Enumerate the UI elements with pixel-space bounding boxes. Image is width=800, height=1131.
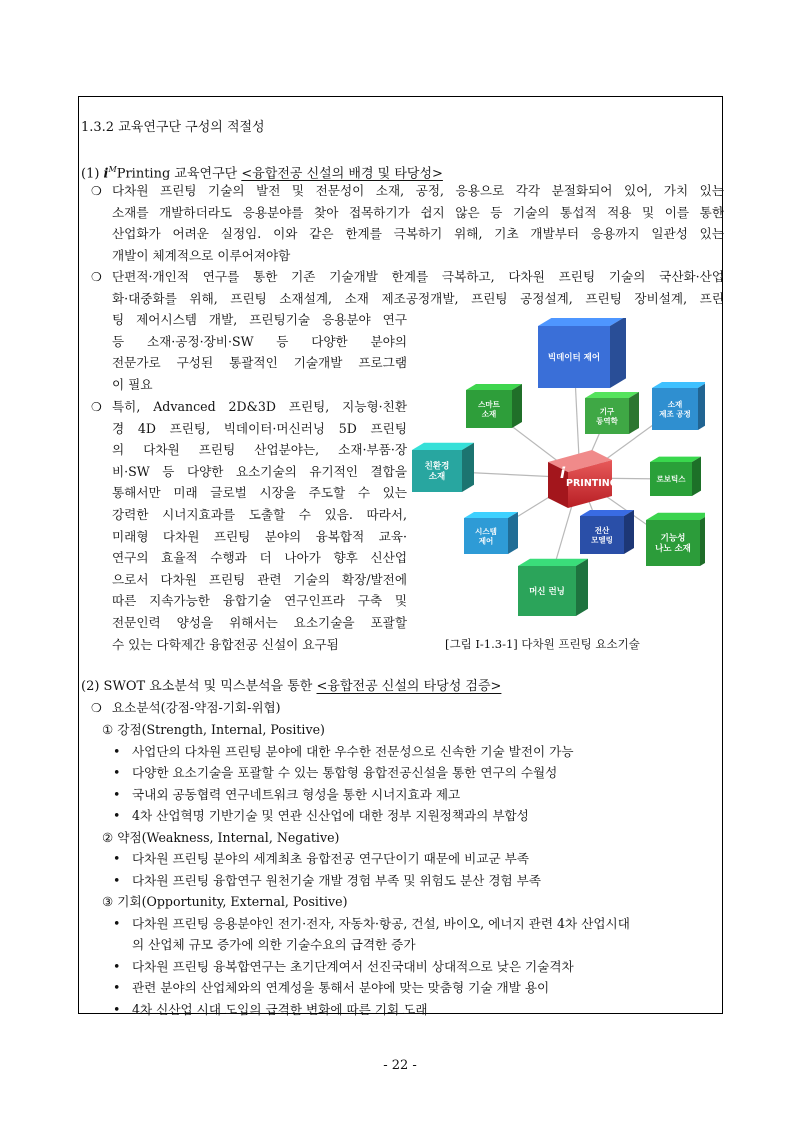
para3-line: 으로서 다차원 프린팅 관련 기술의 확장/발전에 (112, 571, 407, 587)
para3-line: 특히, Advanced 2D&3D 프린팅, 지능형·친환 (112, 399, 407, 414)
swot-group-heading (102, 827, 339, 849)
para3-line: 경 4D 프린팅, 빅데이터·머신러닝 5D 프린팅 (112, 420, 407, 436)
node-smart-cube (466, 384, 522, 428)
para2-line: 단편적·개인적 연구를 통한 기존 기술개발 한계를 극복하고, 다차원 프린팅 기술의 국산화·산업 (112, 269, 724, 284)
swot-item-bullet: • (113, 872, 121, 888)
para3-line: 연구의 효율적 수행과 더 나아가 향후 신산업 (112, 550, 407, 566)
swot-group-number: ① (102, 722, 114, 737)
node-label: 동역학 (596, 416, 618, 426)
para3-line: 수 있는 다학제간 융합전공 신설이 요구됨 (112, 636, 339, 652)
swot-item-text: 다차원 프린팅 응용분야인 전기·전자, 자동차·항공, 건설, 바이오, 에너지 관련 4차 산업시대 (132, 915, 630, 931)
para1-line: 소재를 개발하더라도 응용분야를 찾아 접목하기가 쉽지 않은 등 기술의 통섭적 적용 및 이를 통한 (112, 204, 724, 220)
para1-line: 산업화가 어려운 실정임. 이와 같은 한계를 극복하기 위해, 기초 개발부터 응용까지 일관성 있는 (112, 226, 724, 242)
swot-item-bullet: • (113, 808, 121, 823)
swot-group-title: 약점(Weakness, Internal, Negative) (117, 829, 340, 845)
swot-item-text: 국내외 공동협력 연구네트워크 형성을 통한 시너지효과 제고 (132, 786, 461, 802)
para1-bullet: ❍ (91, 184, 102, 198)
swot-item-text: 사업단의 다차원 프린팅 분야에 대한 우수한 전문성으로 신속한 기술 발전이 가능 (132, 743, 574, 759)
swot-item-bullet: • (113, 851, 121, 866)
para3 (112, 396, 407, 655)
node-label: 빅데이터 제어 (547, 352, 601, 363)
swot-group-title: 강점(Strength, Internal, Positive) (117, 722, 325, 737)
node-compmodel-cube (580, 510, 634, 554)
swot-item-text: 다차원 프린팅 분야의 세계최초 융합전공 연구단이기 때문에 비교군 부족 (132, 851, 529, 866)
node-label: 로보틱스 (656, 474, 686, 484)
swot-group-heading (102, 891, 348, 913)
center-label: PRINTING (566, 478, 618, 489)
subheading-2-prefix: (2) SWOT 요소분석 및 믹스분석을 통한 (81, 679, 317, 694)
node-nano-cube (646, 513, 705, 566)
node-label: 기구 (599, 406, 615, 416)
node-label: 머신 런닝 (529, 586, 565, 597)
para1 (112, 180, 724, 266)
swot-group-heading (102, 719, 325, 741)
swot-group-title: 기회(Opportunity, External, Positive) (117, 894, 348, 909)
page-number: - 22 - (383, 1058, 417, 1073)
para2-bullet: ❍ (91, 270, 102, 284)
node-label: 모델링 (591, 535, 613, 545)
node-device-cube (585, 392, 639, 434)
subheading-2-emph: <융합전공 신설의 타당성 검증> (316, 679, 502, 694)
para3-line: 강력한 시너지효과를 도출할 수 있음. 따라서, (112, 506, 407, 522)
para2-line: 등 소재·공정·장비·SW 등 다양한 분야의 (112, 333, 407, 349)
para2-line: 화·대중화를 위해, 프린팅 소재설계, 소재 제조공정개발, 프린팅 공정설계, 프린팅 장비설계, 프린 (112, 290, 724, 306)
node-label: 제조 공정 (659, 409, 691, 419)
node-robotics-cube (650, 457, 701, 496)
para3-line: 비·SW 등 다양한 요소기술의 유기적인 결합을 (112, 463, 407, 479)
node-label: 소재 (428, 472, 446, 483)
swot-item-bullet: • (113, 786, 121, 802)
para2-line: 이 필요 (112, 376, 153, 392)
swot-item-text: 의 산업체 규모 증가에 의한 기술수요의 급격한 증가 (132, 937, 416, 952)
section-title: 1.3.2 교육연구단 구성의 적절성 (81, 120, 265, 135)
node-material-cube (652, 382, 705, 430)
node-label: 소재 (481, 409, 497, 419)
node-label: 스마트 (478, 399, 500, 409)
para2-line: 전문가로 구성된 통괄적인 기술개발 프로그램 (112, 355, 407, 371)
node-label: 나노 소재 (655, 544, 691, 555)
swot-bullet: ❍ (91, 701, 102, 715)
swot-item-bullet: • (113, 743, 121, 759)
para2-full (112, 266, 724, 309)
para2-line: 팅 제어시스템 개발, 프린팅기술 응용분야 연구 (112, 312, 407, 327)
swot-group-number: ② (102, 829, 114, 845)
subheading-1-prefix: (1) (81, 166, 104, 182)
swot-item-text: 다양한 요소기술을 포괄할 수 있는 통합형 융합전공신설을 통한 연구의 수월성 (132, 765, 558, 780)
swot-item-text: 다차원 프린팅 융복합연구는 초기단계여서 선진국대비 상대적으로 낮은 기술격차 (132, 958, 574, 974)
node-label: 친환경 (424, 461, 450, 472)
node-label: 소재 (667, 399, 683, 409)
swot-item-bullet: • (113, 765, 121, 780)
node-eco-cube (412, 443, 474, 492)
subheading-2 (81, 676, 501, 698)
node-system-cube (464, 512, 518, 554)
swot-item-text: 다차원 프린팅 융합연구 원천기술 개발 경험 부족 및 위험도 분산 경험 부족 (132, 872, 542, 888)
swot-item-bullet: • (113, 915, 121, 931)
swot-item-text: 4차 신산업 시대 도입의 급격한 변화에 따른 기회 도래 (132, 1001, 428, 1017)
brand-rest: Printing 교육연구단 (116, 166, 242, 182)
swot-item-text: 관련 분야의 산업체와의 연계성을 통해서 분야에 맞는 맞춤형 기술 개발 용이 (132, 980, 550, 995)
swot-item-bullet: • (113, 1001, 121, 1017)
para1-line: 다차원 프린팅 기술의 발전 및 전문성이 소재, 공정, 응용으로 각각 분절화되어 있어, 가치 있는 (112, 183, 724, 198)
subheading-1-emph: <융합전공 신설의 배경 및 타당성> (241, 166, 443, 182)
swot-group-number: ③ (102, 894, 114, 909)
para3-line: 통해서만 미래 글로벌 시장을 주도할 수 있는 (112, 485, 407, 501)
node-label: 제어 (478, 536, 494, 546)
swot-item-text: 4차 산업혁명 기반기술 및 연관 신산업에 대한 정부 지원정책과의 부합성 (132, 808, 529, 823)
center-cube (548, 450, 618, 508)
para3-line: 의 다차원 프린팅 산업분야는, 소재·부품·장 (112, 442, 407, 458)
figure-caption: [그림 Ⅰ-1.3-1] 다차원 프린팅 요소기술 (445, 637, 640, 651)
brand-i: i (103, 166, 109, 182)
printing-element-tech-diagram (405, 318, 705, 628)
node-label: 시스템 (475, 526, 497, 536)
swot-intro: 요소분석(강점-약점-기회-위협) (112, 700, 281, 715)
para3-line: 전문인력 양성을 위해서는 요소기술을 포괄할 (112, 614, 407, 630)
para3-line: 미래형 다차원 프린팅 분야의 융복합적 교육· (112, 528, 407, 544)
node-ml-cube (518, 559, 588, 616)
node-label: 기능성 (660, 533, 686, 544)
node-bigdata-cube (538, 318, 626, 388)
node-label: 전산 (594, 525, 610, 535)
para3-bullet: ❍ (91, 400, 102, 414)
para1-line: 개발이 체계적으로 이루어져야함 (112, 247, 291, 263)
swot-item-bullet: • (113, 958, 121, 974)
brand-sup: M (108, 165, 117, 174)
para3-line: 따른 지속가능한 융합기술 연구인프라 구축 및 (112, 593, 407, 609)
para2-narrow (112, 309, 407, 395)
center-i-letter: i (560, 464, 566, 482)
swot-item-bullet: • (113, 980, 121, 995)
